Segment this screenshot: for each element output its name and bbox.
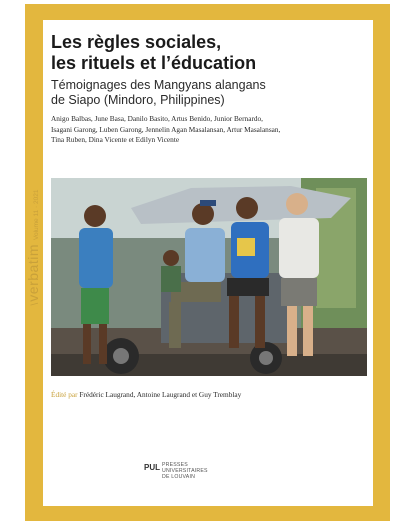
book-subtitle xyxy=(51,78,351,108)
authors-line-3: Tina Ruben, Dina Vicente et Edilyn Vicente xyxy=(51,135,180,144)
brand-bracket: \ xyxy=(30,302,41,306)
publisher-line-2: UNIVERSITAIRES xyxy=(162,468,208,475)
subtitle-line-2: de Siapo (Mindoro, Philippines) xyxy=(51,93,225,107)
cover-photo xyxy=(51,178,367,376)
authors-line-1: Anigo Balbas, June Basa, Danilo Basito, Artus Benido, Junior Bernardo, xyxy=(51,114,263,123)
editors-credit xyxy=(51,390,351,399)
editors-names: Frédéric Laugrand, Antoine Laugrand et Guy Tremblay xyxy=(79,390,242,399)
series-spine xyxy=(24,188,44,308)
series-volume: Volume 11 · 2021 xyxy=(33,189,40,241)
authors-line-2: Isagani Garong, Luben Garong, Jennelin Agan Masalansan, Artur Masalansan, xyxy=(51,124,281,134)
series-brand: verbatim xyxy=(25,244,41,302)
publisher-name xyxy=(162,462,208,481)
publisher-line-3: DE LOUVAIN xyxy=(162,474,196,481)
author-list xyxy=(51,114,345,146)
publisher-logo xyxy=(144,462,264,484)
book-title xyxy=(51,32,351,74)
publisher-line-1: PRESSES xyxy=(162,462,188,468)
title-line-1: Les règles sociales, xyxy=(51,32,222,52)
subtitle-line-1: Témoignages des Mangyans alangans xyxy=(51,78,266,92)
editors-label: Édité par xyxy=(51,390,78,399)
title-line-2: les rituels et l’éducation xyxy=(51,53,257,73)
series-label xyxy=(25,190,43,307)
cover-photo-illustration xyxy=(51,178,367,376)
pul-mark: PUL xyxy=(144,463,160,472)
